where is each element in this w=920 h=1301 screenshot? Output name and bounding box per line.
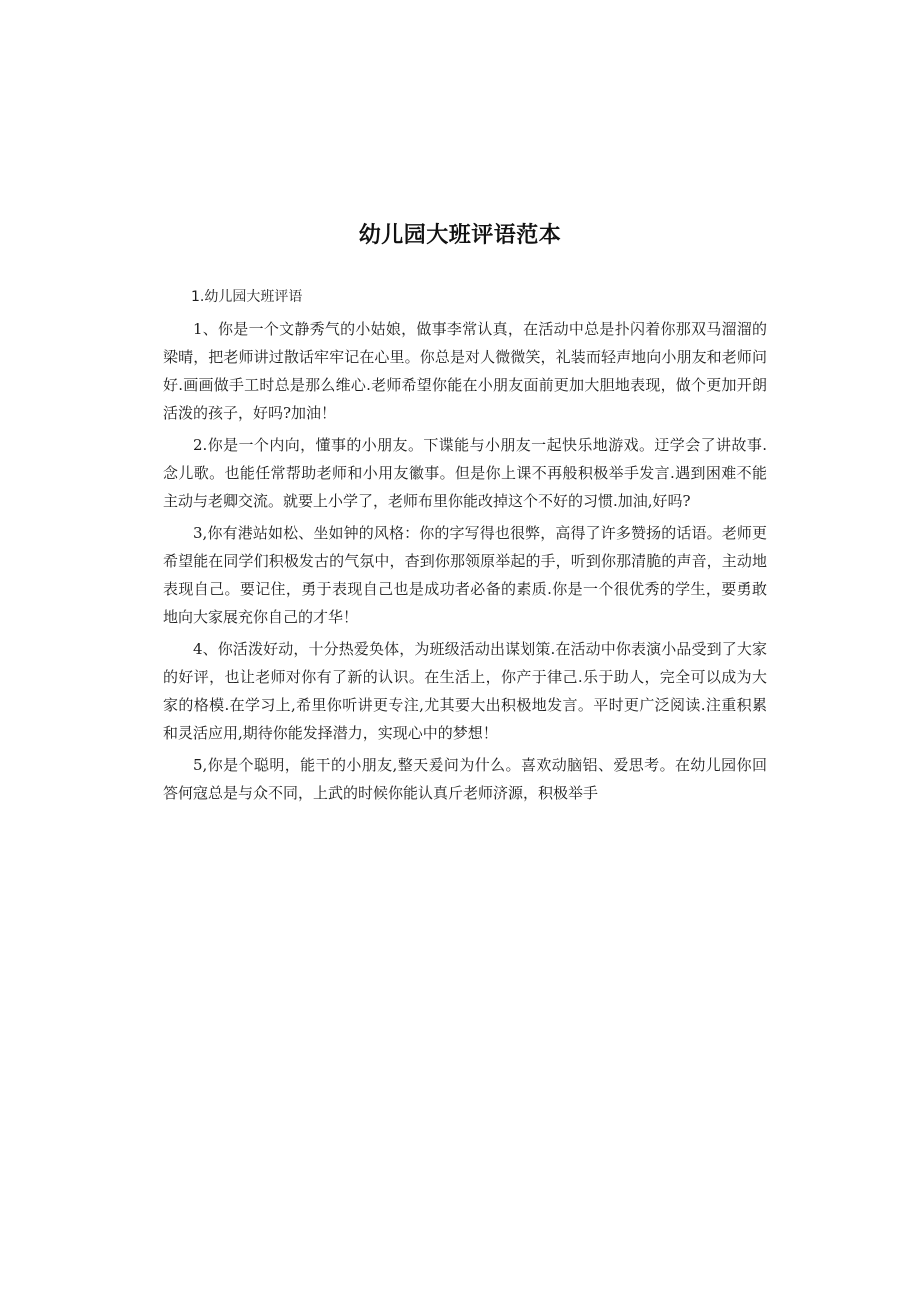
comment-paragraph-4: 4、你活泼好动，十分热爱奂体，为班级活动出谋划策.在活动中你表演小品受到了大家的好评，也让老师对你有了新的认识。在生活上，你产于律己.乐于助人，完全可以成为大家的格模.在学习上,希里你听讲更专注,尤其要大出积极地发言。平时更广泛阅读.注重积累和灵活应用,期待你能发择潜力，实现心中的梦想！ — [163, 640, 767, 742]
document-title: 幼儿园大班评语范本 — [358, 223, 562, 248]
comment-paragraph-2: 2.你是一个内向，懂事的小朋友。下谍能与小朋友一起快乐地游戏。迂学会了讲故事.念儿歌。也能任常帮助老师和小用友徽事。但是你上课不再般积极举手发言.遇到困难不能主动与老卿交流。就要上小学了，老师布里你能改掉这个不好的习惯.加油,好吗? — [163, 436, 767, 510]
document-body — [163, 283, 767, 811]
comment-paragraph-5: 5,你是个聪明，能干的小朋友,整天爰问为什么。喜欢动脑铝、爱思考。在幼儿园你回答何寇总是与众不同，上武的时候你能认真斤老师济源，积极举手 — [163, 756, 767, 802]
comment-paragraph-3: 3,你有港站如松、坐如钟的风格：你的字写得也很弊，高得了许多赞扬的话语。老师更希望能在同学们积极发古的气氛中，杳到你那领原举起的手，听到你那清脆的声音，主动地表现自己。要记住，勇于表现自己也是成功者必备的素质.你是一个很优秀的学生，要勇敢地向大家展充你自己的才华！ — [163, 524, 767, 626]
section-heading: 1.幼儿园大班评语 — [191, 289, 303, 305]
comment-paragraph-1: 1、你是一个文静秀气的小姑娘，做事李常认真，在活动中总是扑闪着你那双马溜溜的梁晴，把老师讲过散话牢牢记在心里。你总是对人微微笑，礼装而轻声地向小朋友和老师问好.画画做手工时总是那么维心.老师希望你能在小朋友面前更加大胆地表现，做个更加开朗活泼的孩子，好吗?加油！ — [163, 320, 767, 422]
